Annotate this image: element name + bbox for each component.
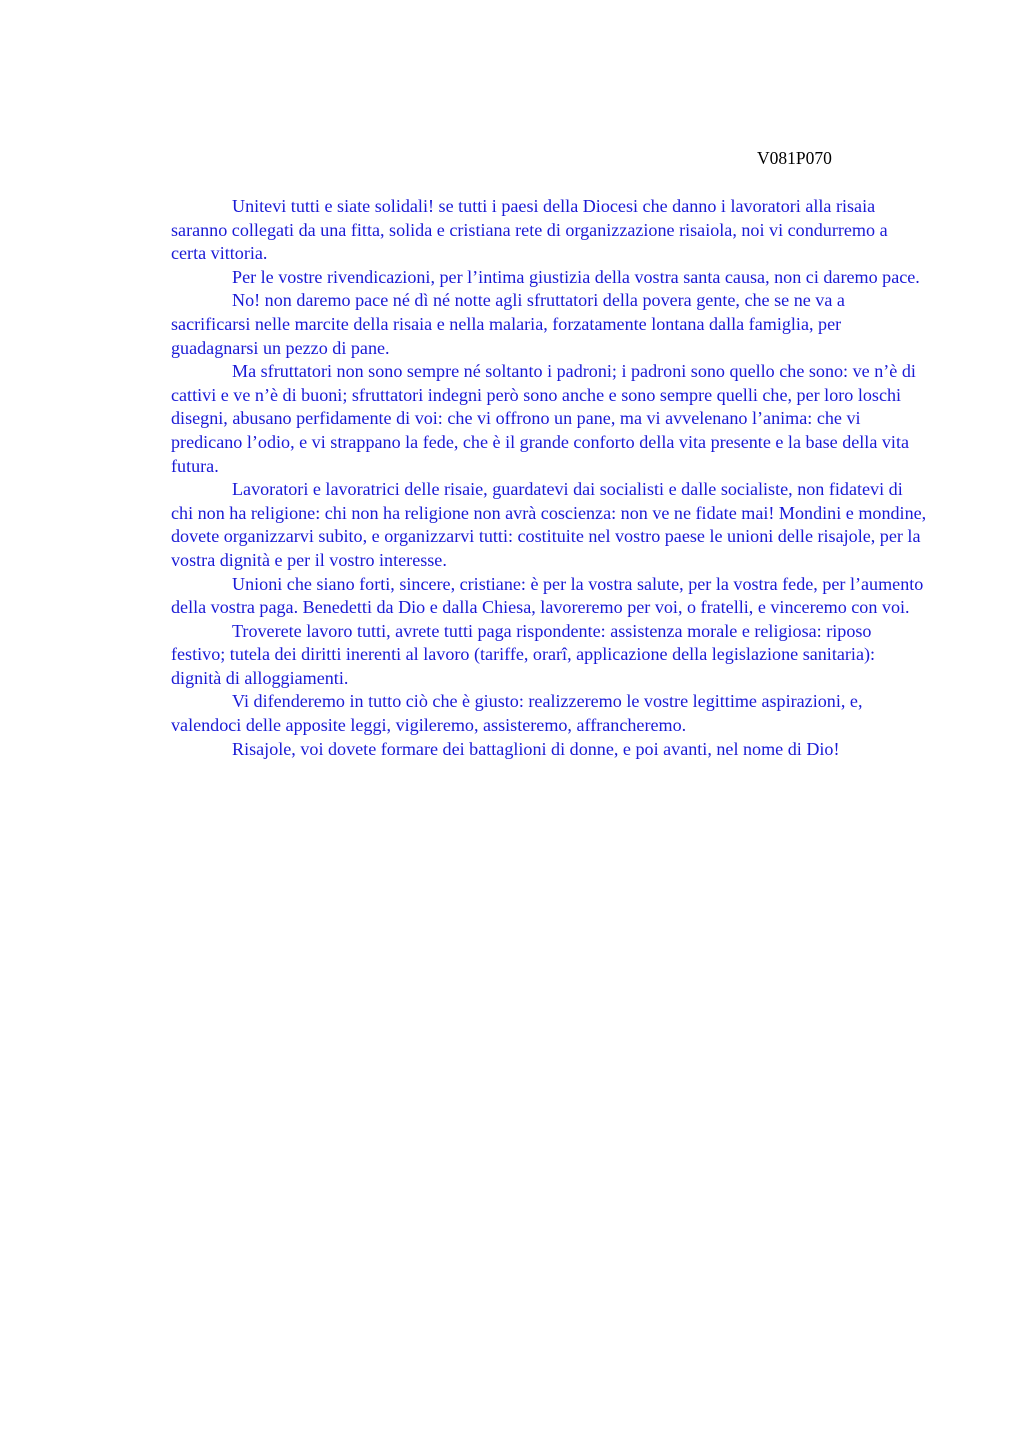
page-code: V081P070 <box>757 148 832 168</box>
paragraph: Per le vostre rivendicazioni, per l’intima giustizia della vostra santa causa, non ci daremo pace. <box>232 266 920 287</box>
paragraph: Vi difenderemo in tutto ciò che è giusto: realizzeremo le vostre legittime aspirazioni, e, valendoci delle apposite leggi, vigileremo, assisteremo, affrancheremo. <box>171 691 863 736</box>
paragraph: Risajole, voi dovete formare dei battaglioni di donne, e poi avanti, nel nome di Dio! <box>232 738 840 759</box>
body-text <box>171 195 927 761</box>
paragraph: Ma sfruttatori non sono sempre né soltanto i padroni; i padroni sono quello che sono: ve n’è di cattivi e ve n’è di buoni; sfruttatori indegni però sono anche e sono sempre quelli che, per loro loschi disegni, abusano perfidamente di voi: che vi offrono un pane, ma vi avvelenano l’anima: che vi predicano l’odio, e vi strappano la fede, che è il grande conforto della vita presente e la base della vita futura. <box>171 361 916 476</box>
paragraph: Lavoratori e lavoratrici delle risaie, guardatevi dai socialisti e dalle socialiste, non fidatevi di chi non ha religione: chi non ha religione non avrà coscienza: non ve ne fidate mai! Mondini e mondine, dovete organizzarvi subito, e organizzarvi tutti: costituite nel vostro paese le unioni delle risajole, per la vostra dignità e per il vostro interesse. <box>171 479 927 570</box>
paragraph: Unitevi tutti e siate solidali! se tutti i paesi della Diocesi che danno i lavoratori alla risaia saranno collegati da una fitta, solida e cristiana rete di organizzazione risaiola, noi vi condurremo a certa vittoria. <box>171 196 888 264</box>
paragraph: Troverete lavoro tutti, avrete tutti paga rispondente: assistenza morale e religiosa: riposo festivo; tutela dei diritti inerenti al lavoro (tariffe, orarî, applicazione della legislazione sanitaria): dignità di alloggiamenti. <box>171 620 876 688</box>
paragraph: No! non daremo pace né dì né notte agli sfruttatori della povera gente, che se ne va a sacrificarsi nelle marcite della risaia e nella malaria, forzatamente lontana dalla famiglia, per guadagnarsi un pezzo di pane. <box>171 290 845 358</box>
paragraph: Unioni che siano forti, sincere, cristiane: è per la vostra salute, per la vostra fede, per l’aumento della vostra paga. Benedetti da Dio e dalla Chiesa, lavoreremo per voi, o fratelli, e vinceremo con voi. <box>171 573 924 618</box>
